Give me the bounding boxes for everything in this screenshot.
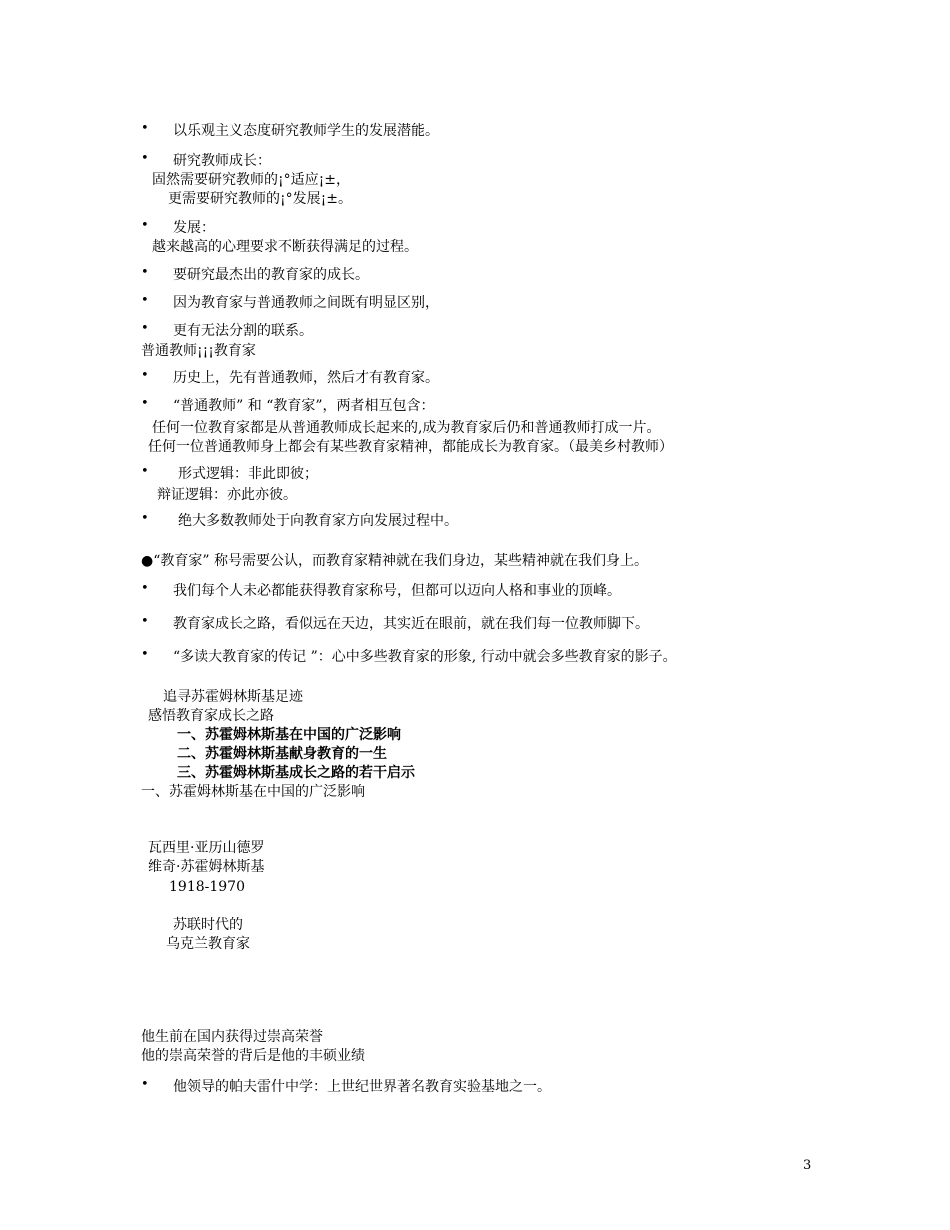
text-line: 普通教师¡¡¡教育家 — [141, 343, 256, 359]
bullet-icon: • — [141, 396, 149, 411]
text-line: ●“教育家” 称号需要公认，而教育家精神就在我们身边，某些精神就在我们身上。 — [141, 553, 648, 569]
text-line: 历史上，先有普通教师，然后才有教育家。 — [173, 370, 439, 386]
bullet-icon: • — [141, 464, 149, 479]
text-line: 我们每个人未必都能获得教育家称号，但都可以迈向人格和事业的顶峰。 — [173, 583, 621, 599]
text-line: 形式逻辑：非此即彼； — [178, 466, 318, 482]
text-line: 维奇·苏霍姆林斯基 — [148, 859, 265, 875]
bullet-icon: • — [141, 321, 149, 336]
bullet-icon: • — [141, 511, 149, 526]
bullet-icon: • — [141, 614, 149, 629]
text-line: 固然需要研究教师的¡°适应¡±， — [152, 172, 350, 188]
text-line: 1918-1970 — [169, 879, 245, 895]
text-line: 苏联时代的 — [173, 917, 243, 933]
text-line: 瓦西里·亚历山德罗 — [148, 840, 265, 856]
text-line: 因为教育家与普通教师之间既有明显区别， — [173, 295, 439, 311]
text-line: “普通教师” 和 “教育家”，两者相互包含： — [173, 398, 435, 414]
text-line: 以乐观主义态度研究教师学生的发展潜能。 — [173, 123, 439, 139]
text-line: 教育家成长之路，看似远在天边，其实近在眼前，就在我们每一位教师脚下。 — [173, 616, 649, 632]
text-line: 辩证逻辑：亦此亦彼。 — [157, 487, 297, 503]
bullet-icon: • — [141, 151, 149, 166]
text-line: “多读大教育家的传记 ”：心中多些教育家的形象, 行动中就会多些教育家的影子。 — [173, 649, 677, 665]
text-line: 感悟教育家成长之路 — [148, 708, 274, 724]
text-line: 他领导的帕夫雷什中学：上世纪世界著名教育实验基地之一。 — [173, 1079, 551, 1095]
text-line: 二、苏霍姆林斯基献身教育的一生 — [177, 746, 387, 762]
text-line: 他的崇高荣誉的背后是他的丰硕业绩 — [141, 1048, 365, 1064]
text-line: 任何一位教育家都是从普通教师成长起来的,成为教育家后仍和普通教师打成一片。 — [152, 420, 661, 436]
bullet-icon: • — [141, 265, 149, 280]
text-line: 绝大多数教师处于向教育家方向发展过程中。 — [178, 513, 458, 529]
text-line: 追寻苏霍姆林斯基足迹 — [163, 689, 303, 705]
text-line: 更有无法分割的联系。 — [173, 323, 313, 339]
page-number: 3 — [803, 1158, 812, 1173]
bullet-icon: • — [141, 647, 149, 662]
text-line: 任何一位普通教师身上都会有某些教育家精神，都能成长为教育家。（最美乡村教师） — [148, 439, 673, 455]
text-line: 更需要研究教师的¡°发展¡±。 — [168, 191, 352, 207]
text-line: 研究教师成长： — [173, 153, 271, 169]
bullet-icon: • — [141, 1077, 149, 1092]
bullet-icon: • — [141, 293, 149, 308]
text-line: 乌克兰教育家 — [166, 936, 250, 952]
bullet-icon: • — [141, 121, 149, 136]
text-line: 要研究最杰出的教育家的成长。 — [173, 267, 369, 283]
bullet-icon: • — [141, 581, 149, 596]
text-line: 一、苏霍姆林斯基在中国的广泛影响 — [141, 784, 365, 800]
bullet-icon: • — [141, 218, 149, 233]
bullet-icon: • — [141, 368, 149, 383]
text-line: 他生前在国内获得过崇高荣誉 — [141, 1029, 323, 1045]
text-line: 发展： — [173, 220, 215, 236]
text-line: 一、苏霍姆林斯基在中国的广泛影响 — [177, 727, 401, 743]
text-line: 三、苏霍姆林斯基成长之路的若干启示 — [177, 765, 415, 781]
text-line: 越来越高的心理要求不断获得满足的过程。 — [152, 239, 418, 255]
